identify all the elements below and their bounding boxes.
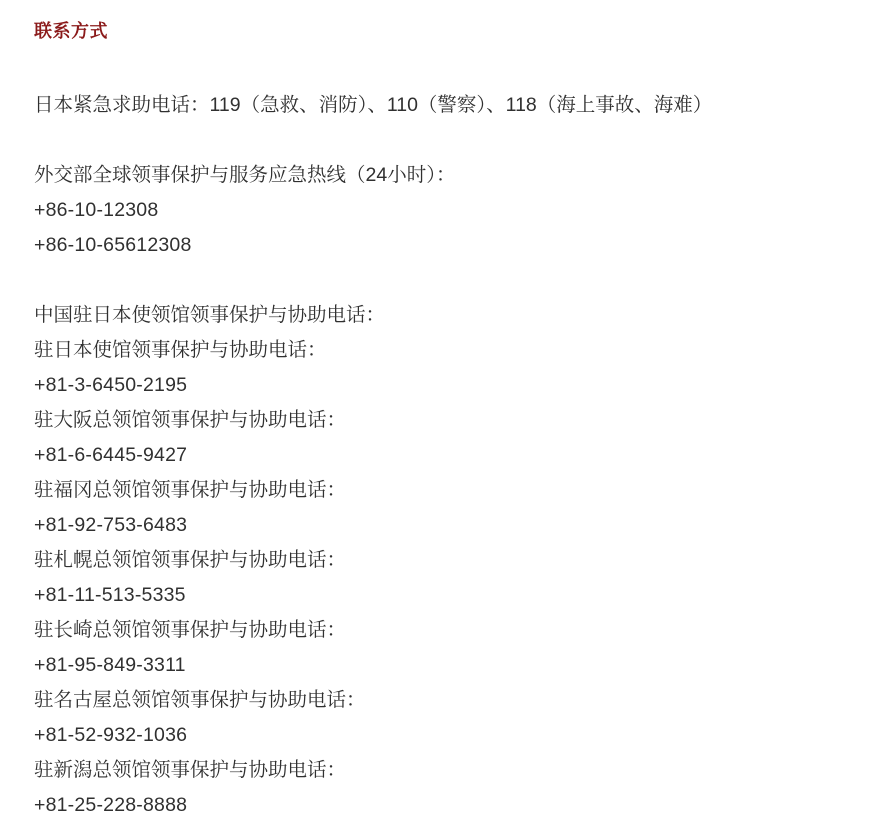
consulate-label: 驻札幌总领馆领事保护与协助电话： <box>34 549 347 571</box>
consulate-phone: +81-92-753-6483 <box>34 514 188 536</box>
consulate-phone: +81-95-849-3311 <box>34 654 186 676</box>
consulate-phone: +81-3-6450-2195 <box>34 374 188 396</box>
consulate-label: 驻长崎总领馆领事保护与协助电话： <box>34 619 347 641</box>
consulate-phone: +81-6-6445-9427 <box>34 444 188 466</box>
consulates-paragraph <box>34 298 862 823</box>
mofa-hotline-paragraph <box>34 158 862 263</box>
consulate-phone: +81-11-513-5335 <box>34 584 186 606</box>
consulate-phone: +81-25-228-8888 <box>34 794 188 816</box>
consulate-label: 驻大阪总领馆领事保护与协助电话： <box>34 409 347 431</box>
emergency-numbers-line: 日本紧急求助电话：119（急救、消防）、110（警察）、118（海上事故、海难） <box>34 94 713 116</box>
consulates-intro: 中国驻日本使领馆领事保护与协助电话： <box>34 304 386 326</box>
page-title: 联系方式 <box>34 21 108 41</box>
consulate-label: 驻新潟总领馆领事保护与协助电话： <box>34 759 347 781</box>
mofa-hotline-label: 外交部全球领事保护与服务应急热线（24小时）： <box>34 164 456 186</box>
mofa-hotline-phone: +86-10-12308 <box>34 199 159 221</box>
mofa-hotline-phone: +86-10-65612308 <box>34 234 192 256</box>
consulate-label: 驻名古屋总领馆领事保护与协助电话： <box>34 689 366 711</box>
consulate-label: 驻福冈总领馆领事保护与协助电话： <box>34 479 347 501</box>
emergency-numbers-paragraph <box>34 88 862 123</box>
consulate-phone: +81-52-932-1036 <box>34 724 188 746</box>
consulate-label: 驻日本使馆领事保护与协助电话： <box>34 339 327 361</box>
